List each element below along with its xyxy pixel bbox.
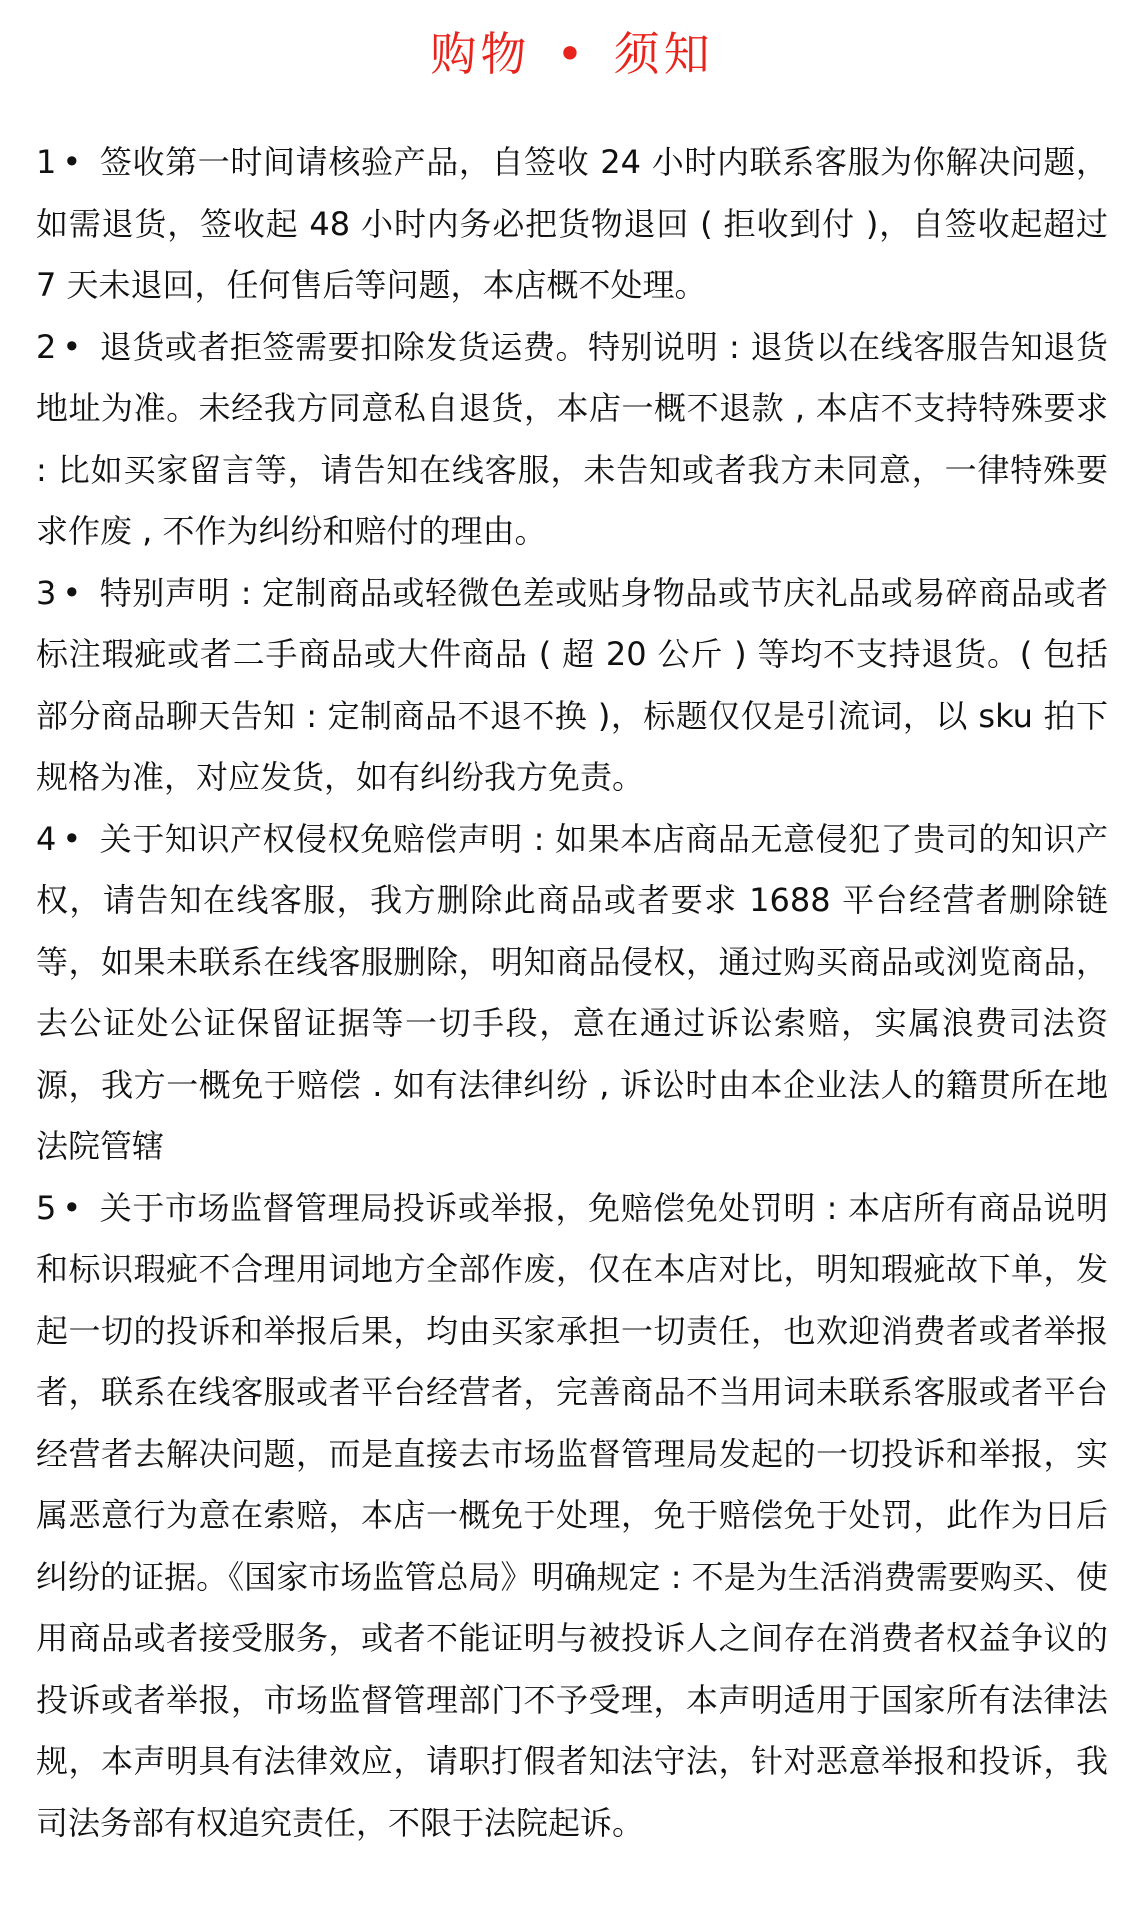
bullet-icon: • [62, 819, 82, 858]
notice-text: 关于市场监督管理局投诉或举报，免赔偿免处罚明 : 本店所有商品说明和标识瑕疵不合理用词地方全部作废，仅在本店对比，明知瑕疵故下单，发起一切的投诉和举报后果，均由买家承担一切责任，也欢迎消费者或者举报者，联系在线客服或者平台经营者，完善商品不当用词未联系客服或者平台经营者去解决问题，而是直接去市场监督管理局发起的一切投诉和举报，实属恶意行为意在索赔，本店一概免于处理，免于赔偿免于处罚，此作为日后纠纷的证据。《国家市场监管总局》明确规定 : 不是为生活消费需要购买、使用商品或者接受服务，或者不能证明与被投诉人之间存在消费者权益争议的投诉或者举报，市场监督管理部门不予受理，本声明适用于国家所有法律法规，本声明具有法律效应，请职打假者知法守法，针对恶意举报和投诉，我司法务部有权追究责任，不限于法院起诉。 [36, 1188, 1108, 1842]
notice-text: 关于知识产权侵权免赔偿声明 : 如果本店商品无意侵犯了贵司的知识产权，请告知在线客服，我方删除此商品或者要求 1688 平台经营者删除链等，如果未联系在线客服删除，明知商品侵权，通过购买商品或浏览商品，去公证处公证保留证据等一切手段，意在通过诉讼索赔，实属浪费司法资源，我方一概免于赔偿 . 如有法律纠纷 , 诉讼时由本企业法人的籍贯所在地法院管辖 [36, 819, 1108, 1165]
notice-number: 2 [36, 327, 57, 366]
bullet-icon: • [62, 143, 82, 181]
notice-number: 3 [36, 573, 57, 612]
notice-number: 1 [36, 143, 57, 181]
notice-number: 4 [36, 819, 57, 858]
notice-text: 退货或者拒签需要扣除发货运费。特别说明 : 退货以在线客服告知退货地址为准。未经我方同意私自退货，本店一概不退款 , 本店不支持特殊要求 : 比如买家留言等，请告知在线客服，未告知或者我方未同意，一律特殊要求作废 , 不作为纠纷和赔付的理由。 [36, 327, 1108, 550]
notice-number: 5 [36, 1188, 57, 1227]
bullet-icon: • [62, 327, 82, 366]
notice-item-1 [36, 132, 1108, 317]
notice-item-4 [36, 809, 1108, 1178]
notice-item-2 [36, 317, 1108, 563]
notice-text: 特别声明 : 定制商品或轻微色差或贴身物品或节庆礼品或易碎商品或者标注瑕疵或者二手商品或大件商品 ( 超 20 公斤 ) 等均不支持退货。( 包括部分商品聊天告知 : 定制商品不退不换 )，标题仅仅是引流词，以 sku 拍下规格为准，对应发货，如有纠纷我方免责。 [36, 573, 1108, 796]
notice-text: 签收第一时间请核验产品，自签收 24 小时内联系客服为你解决问题，如需退货，签收起 48 小时内务必把货物退回 ( 拒收到付 )，自签收起超过 7 天未退回，任何售后等问题，本店概不处理。 [36, 143, 1108, 304]
title-separator: • [556, 27, 588, 81]
title-part-2: 须知 [613, 27, 714, 81]
page-title [36, 0, 1108, 82]
bullet-icon: • [62, 1188, 82, 1227]
title-part-1: 购物 [430, 27, 531, 81]
notice-item-3 [36, 563, 1108, 809]
notice-item-5 [36, 1178, 1108, 1855]
bullet-icon: • [62, 573, 82, 612]
